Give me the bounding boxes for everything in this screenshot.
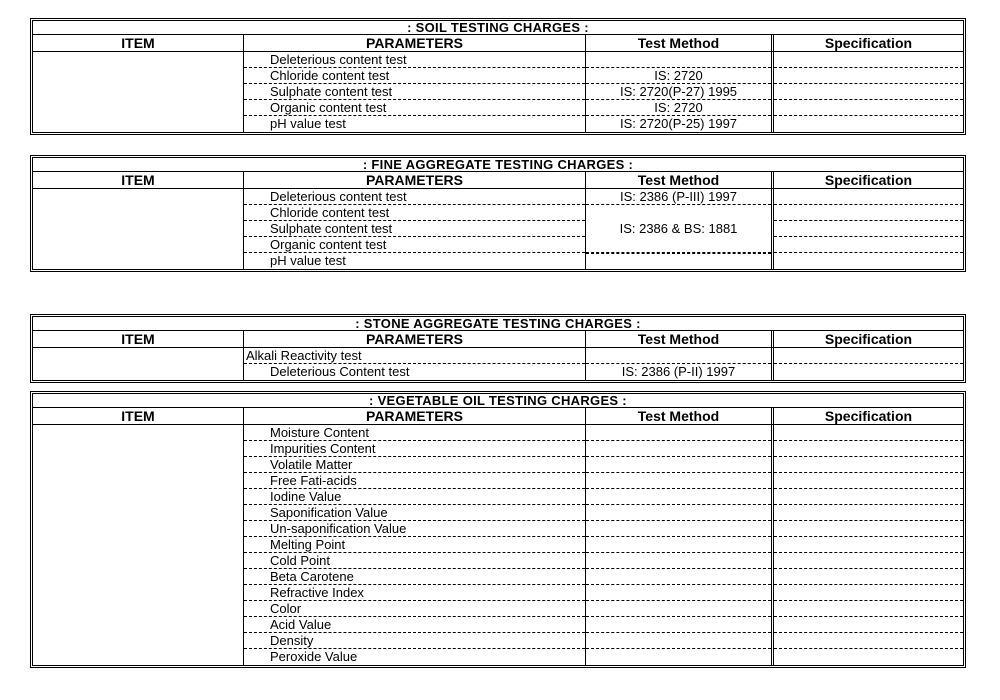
test-method-cell xyxy=(586,425,771,441)
parameters-header: PARAMETERS xyxy=(244,331,586,347)
specification-cell xyxy=(774,505,963,521)
table-row: Deleterious content test xyxy=(244,52,585,68)
table-row: Moisture Content xyxy=(244,425,585,441)
table-row: Color xyxy=(244,601,585,617)
test-method-cell xyxy=(586,521,771,537)
table-row: Impurities Content xyxy=(244,441,585,457)
test-method-cell: IS: 2720 xyxy=(586,68,771,84)
soil-table-header xyxy=(33,35,963,52)
table-row: Melting Point xyxy=(244,537,585,553)
specification-cell xyxy=(774,237,963,253)
item-header: ITEM xyxy=(33,35,244,51)
table-row: Volatile Matter xyxy=(244,457,585,473)
specification-cell xyxy=(774,457,963,473)
specification-cell xyxy=(774,221,963,237)
specification-header: Specification xyxy=(824,172,913,188)
table-row: Free Fati-acids xyxy=(244,473,585,489)
test-method-column xyxy=(586,52,774,132)
specification-cell xyxy=(774,649,963,665)
specification-cell xyxy=(774,489,963,505)
specification-column xyxy=(774,348,963,380)
test-method-cell xyxy=(586,505,771,521)
table-row: Peroxide Value xyxy=(270,649,358,664)
table-row: pH value test xyxy=(270,116,346,131)
table-row: Saponification Value xyxy=(244,505,585,521)
test-method-header: Test Method xyxy=(586,331,774,347)
specification-cell xyxy=(774,425,963,441)
specification-cell xyxy=(774,84,963,100)
table-row: Acid Value xyxy=(244,617,585,633)
veg-table-title: : VEGETABLE OIL TESTING CHARGES : xyxy=(33,394,963,408)
table-row: Sulphate content test xyxy=(244,221,585,237)
specification-header: Specification xyxy=(824,408,913,424)
soil-table-title: : SOIL TESTING CHARGES : xyxy=(33,21,963,35)
table-row: Chloride content test xyxy=(244,205,585,221)
specification-cell xyxy=(774,473,963,489)
parameters-header: PARAMETERS xyxy=(244,35,586,51)
stone-table-header xyxy=(33,331,963,348)
table-row: Deleterious Content test xyxy=(270,364,410,379)
test-method-cell xyxy=(586,585,771,601)
fine-table-title: : FINE AGGREGATE TESTING CHARGES : xyxy=(33,158,963,172)
vegetable-oil-table xyxy=(30,391,966,668)
table-row: Organic content test xyxy=(244,100,585,116)
test-method-cell xyxy=(586,569,771,585)
item-cell xyxy=(33,52,244,132)
specification-cell xyxy=(774,585,963,601)
soil-testing-table xyxy=(30,18,966,135)
table-row: Sulphate content test xyxy=(244,84,585,100)
specification-column xyxy=(774,425,963,665)
test-method-cell xyxy=(586,348,771,364)
specification-header: Specification xyxy=(824,35,913,51)
stone-aggregate-table xyxy=(30,314,966,383)
fine-table-header xyxy=(33,172,963,189)
specification-cell xyxy=(774,441,963,457)
test-method-header: Test Method xyxy=(586,408,774,424)
specification-cell xyxy=(774,553,963,569)
test-method-cell xyxy=(586,52,771,68)
specification-cell xyxy=(774,205,963,221)
specification-cell xyxy=(774,348,963,364)
item-cell xyxy=(33,189,244,269)
test-method-cell xyxy=(586,649,771,665)
table-row: Deleterious content test xyxy=(244,189,585,205)
table-row: Density xyxy=(244,633,585,649)
table-row: Refractive Index xyxy=(244,585,585,601)
specification-cell xyxy=(774,52,963,68)
table-row: Iodine Value xyxy=(244,489,585,505)
test-method-cell xyxy=(586,473,771,489)
test-method-cell xyxy=(586,617,771,633)
item-header: ITEM xyxy=(33,331,244,347)
specification-column xyxy=(774,52,963,132)
item-cell xyxy=(33,348,244,380)
specification-cell xyxy=(774,68,963,84)
table-row: Alkali Reactivity test xyxy=(244,348,585,364)
item-header: ITEM xyxy=(33,172,244,188)
test-method-cell xyxy=(586,537,771,553)
test-method-cell xyxy=(586,253,771,269)
test-method-column xyxy=(586,189,774,269)
test-method-cell xyxy=(586,441,771,457)
parameters-column xyxy=(244,189,586,269)
specification-cell xyxy=(774,601,963,617)
specification-cell xyxy=(774,189,963,205)
fine-aggregate-table xyxy=(30,155,966,272)
test-method-cell: IS: 2720(P-27) 1995 xyxy=(586,84,771,100)
test-method-cell: IS: 2386 (P-II) 1997 xyxy=(621,364,736,379)
veg-table-body xyxy=(33,425,963,665)
veg-table-header xyxy=(33,408,963,425)
specification-cell xyxy=(774,253,963,269)
specification-cell xyxy=(774,633,963,649)
specification-header: Specification xyxy=(824,331,913,347)
test-method-cell: IS: 2720 xyxy=(586,100,771,116)
specification-cell xyxy=(774,364,963,380)
table-row: Organic content test xyxy=(244,237,585,253)
item-cell xyxy=(33,425,244,665)
soil-table-body xyxy=(33,52,963,132)
table-row: Chloride content test xyxy=(244,68,585,84)
stone-table-title: : STONE AGGREGATE TESTING CHARGES : xyxy=(33,317,963,331)
test-method-cell: IS: 2720(P-25) 1997 xyxy=(619,116,738,131)
test-method-cell xyxy=(586,489,771,505)
test-method-header: Test Method xyxy=(586,172,774,188)
specification-cell xyxy=(774,617,963,633)
specification-column xyxy=(774,189,963,269)
test-method-header: Test Method xyxy=(586,35,774,51)
parameters-column xyxy=(244,348,586,380)
parameters-column xyxy=(244,425,586,665)
specification-cell xyxy=(774,116,963,132)
test-method-cell xyxy=(586,633,771,649)
table-row: pH value test xyxy=(270,253,346,268)
item-header: ITEM xyxy=(33,408,244,424)
test-method-column xyxy=(586,425,774,665)
table-row: Un-saponification Value xyxy=(244,521,585,537)
test-method-column xyxy=(586,348,774,380)
test-method-cell: IS: 2386 (P-III) 1997 xyxy=(586,189,771,205)
specification-cell xyxy=(774,521,963,537)
parameters-column xyxy=(244,52,586,132)
specification-cell xyxy=(774,569,963,585)
parameters-header: PARAMETERS xyxy=(244,172,586,188)
specification-cell xyxy=(774,100,963,116)
test-method-cell xyxy=(586,457,771,473)
test-method-merged-cell: IS: 2386 & BS: 1881 xyxy=(586,205,771,253)
test-method-cell xyxy=(586,601,771,617)
stone-table-body xyxy=(33,348,963,380)
parameters-header: PARAMETERS xyxy=(244,408,586,424)
table-row: Cold Point xyxy=(244,553,585,569)
fine-table-body xyxy=(33,189,963,269)
specification-cell xyxy=(774,537,963,553)
test-method-cell xyxy=(586,553,771,569)
table-row: Beta Carotene xyxy=(244,569,585,585)
